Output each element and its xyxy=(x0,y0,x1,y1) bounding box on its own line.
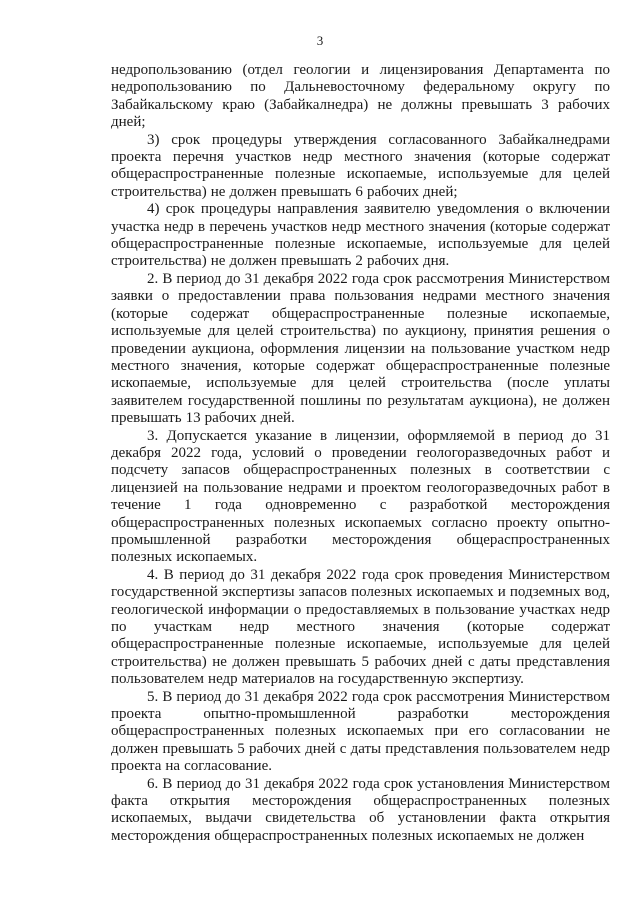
paragraph-continuation: недропользованию (отдел геологии и лицензирования Департамента по недропользованию по Дальневосточному федеральному округу по Забайкальскому краю (Забайкалнедра) не должны превышать 3 рабочих дней; xyxy=(111,62,610,131)
document-body xyxy=(111,62,610,845)
paragraph-item-3: 3) срок процедуры утверждения согласованного Забайкалнедрами проекта перечня участков недр местного значения (которые содержат общераспространенные полезные ископаемые, используемые для целей строительства) не должен превышать 6 рабочих дней; xyxy=(111,131,610,200)
paragraph-section-3: 3. Допускается указание в лицензии, оформляемой в период до 31 декабря 2022 года, условий о проведении геологоразведочных работ и подсчету запасов общераспространенных полезных в соответствии с лицензией на пользование недрами и проектом геологоразведочных работ в течение 1 года одновременно с разработкой месторождения общераспространенных полезных ископаемых согласно проекту опытно-промышленной разработки месторождения общераспространенных полезных ископаемых. xyxy=(111,427,610,566)
paragraph-item-4: 4) срок процедуры направления заявителю уведомления о включении участка недр в перечень участков недр местного значения (которые содержат общераспространенные полезные ископаемые, используемые для целей строительства) не должен превышать 2 рабочих дня. xyxy=(111,201,610,270)
paragraph-section-6: 6. В период до 31 декабря 2022 года срок установления Министерством факта открытия месторождения общераспространенных полезных ископаемых, выдачи свидетельства об установлении факта открытия месторождения общераспространенных полезных ископаемых не должен xyxy=(111,775,610,844)
paragraph-section-4: 4. В период до 31 декабря 2022 года срок проведения Министерством государственной экспертизы запасов полезных ископаемых и подземных вод, геологической информации о предоставляемых в пользование участках недр по участкам недр местного значения (которые содержат общераспространенные полезные ископаемые, используемые для целей строительства) не должен превышать 5 рабочих дней с даты представления пользователем недр материалов на государственную экспертизу. xyxy=(111,566,610,688)
page-number: 3 xyxy=(316,33,324,48)
paragraph-section-2: 2. В период до 31 декабря 2022 года срок рассмотрения Министерством заявки о предоставлении права пользования недрами местного значения (которые содержат общераспространенные полезные ископаемые, используемые для целей строительства) по аукциону, принятия решения о проведении аукциона, оформления лицензии на пользование участком недр местного значения, которые содержат общераспространенные полезные ископаемые, используемые для целей строительства (после уплаты заявителем государственной пошлины по результатам аукциона), не должен превышать 13 рабочих дней. xyxy=(111,270,610,427)
paragraph-section-5: 5. В период до 31 декабря 2022 года срок рассмотрения Министерством проекта опытно-промышленной разработки месторождения общераспространенных полезных ископаемых при его согласовании не должен превышать 5 рабочих дней с даты представления пользователем недр проекта на согласование. xyxy=(111,688,610,775)
